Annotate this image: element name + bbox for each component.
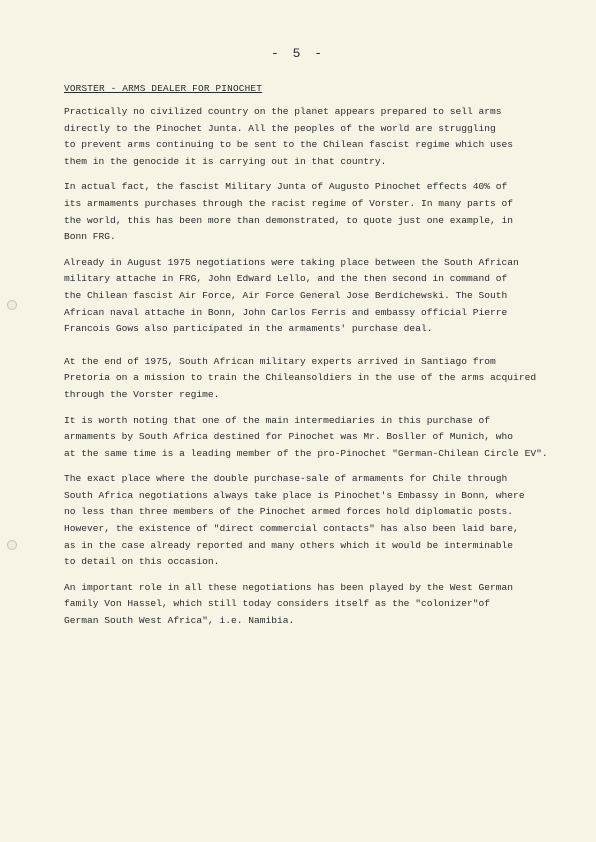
text-line: Practically no civilized country on the planet appears prepared to sell arms	[64, 106, 502, 117]
document-body	[64, 104, 564, 639]
text-line: family Von Hassel, which still today considers itself as the "colonizer"of	[64, 598, 491, 610]
text-line: the world, this has been more than demonstrated, to quote just one example, in	[64, 214, 514, 226]
paragraph	[64, 255, 564, 338]
text-line: the Chilean fascist Air Force, Air Force General Jose Berdichewski. The South	[64, 289, 508, 301]
text-line: It is worth noting that one of the main intermediaries in this purchase of	[64, 414, 491, 426]
text-line: Already in August 1975 negotiations were taking place between the South African	[64, 256, 519, 268]
text-line: as in the case already reported and many others which it would be interminable	[64, 539, 514, 551]
paragraph	[64, 471, 564, 571]
text-line: its armaments purchases through the racist regime of Vorster. In many parts of	[64, 197, 514, 209]
text-line: German South West Africa", i.e. Namibia.	[64, 615, 295, 627]
text-line: them in the genocide it is carrying out in that country.	[64, 155, 387, 167]
text-line: African naval attache in Bonn, John Carlos Ferris and embassy official Pierre	[64, 306, 508, 318]
text-line: to detail on this occasion.	[64, 556, 220, 568]
paragraph	[64, 179, 564, 245]
text-line: At the end of 1975, South African military experts arrived in Santiago from	[64, 355, 496, 367]
text-line: directly to the Pinochet Junta. All the peoples of the world are struggling	[64, 122, 496, 134]
text-line: An important role in all these negotiations has been played by the West German	[64, 581, 514, 593]
paragraph	[64, 413, 564, 463]
punch-hole	[7, 300, 17, 310]
text-line: In actual fact, the fascist Military Junta of Augusto Pinochet effects 40% of	[64, 181, 508, 193]
text-line: Francois Gows also participated in the armaments' purchase deal.	[64, 323, 433, 335]
section-heading: VORSTER - ARMS DEALER FOR PINOCHET	[64, 83, 263, 94]
page-number: - 5 -	[270, 46, 325, 61]
text-line: However, the existence of "direct commercial contacts" has also been laid bare,	[64, 523, 519, 535]
text-line: military attache in FRG, John Edward Lello, and the then second in command of	[64, 273, 508, 285]
text-line: through the Vorster regime.	[64, 388, 220, 400]
text-line: at the same time is a leading member of the pro-Pinochet "German-Chilean Circle EV".	[64, 447, 548, 459]
text-line: no less than three members of the Pinochet armed forces hold diplomatic posts.	[64, 506, 514, 518]
text-line: The exact place where the double purchase-sale of armaments for Chile through	[64, 473, 508, 485]
text-line: South Africa negotiations always take place is Pinochet's Embassy in Bonn, where	[64, 489, 525, 501]
text-line: Bonn FRG.	[64, 231, 116, 243]
paragraph	[64, 104, 564, 170]
paragraph	[64, 354, 564, 404]
paragraph	[64, 580, 564, 630]
text-line: Pretoria on a mission to train the Chileansoldiers in the use of the arms acquired	[64, 372, 537, 384]
punch-hole	[7, 540, 17, 550]
text-line: to prevent arms continuing to be sent to the Chilean fascist regime which uses	[64, 139, 514, 151]
text-line: armaments by South Africa destined for Pinochet was Mr. Bosller of Munich, who	[64, 431, 514, 443]
